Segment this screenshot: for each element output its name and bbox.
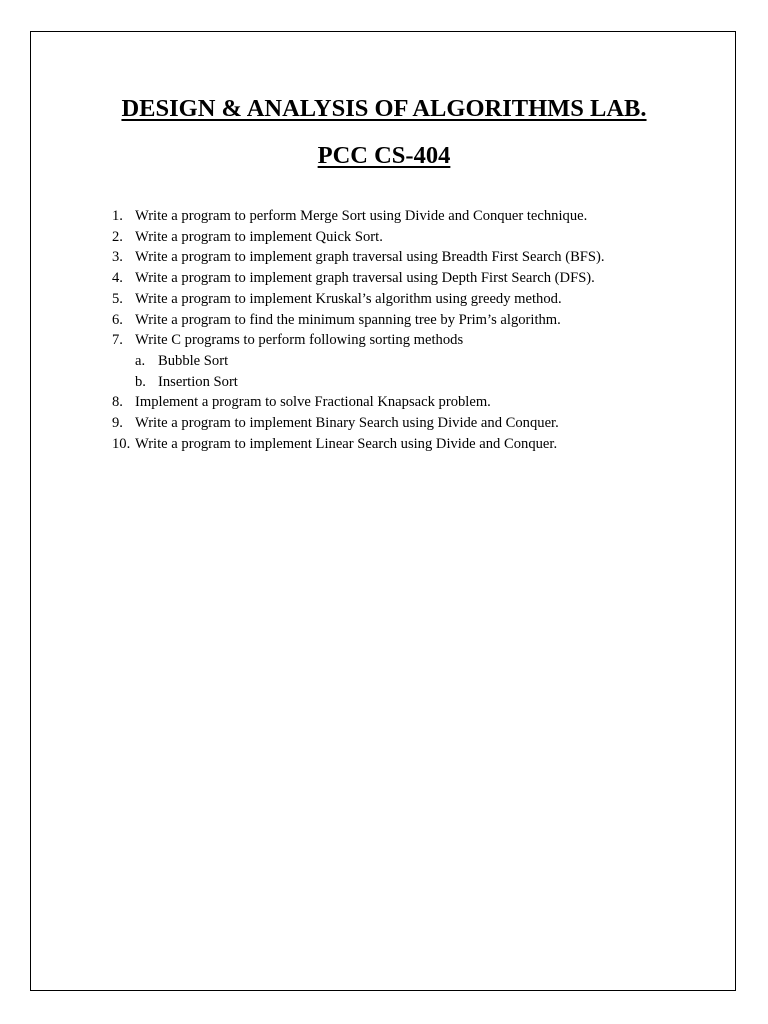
item-text: Write a program to implement graph traversal using Breadth First Search (BFS). [135,249,605,266]
item-number: 3. [112,249,123,266]
item-text: Write a program to implement Quick Sort. [135,228,383,245]
sub-list-item [112,372,712,393]
item-number: 5. [112,290,123,307]
item-number: 10. [112,435,131,452]
sub-item-text: Insertion Sort [158,373,238,390]
course-code: PCC CS-404 [317,142,451,169]
item-number: 2. [112,228,123,245]
list-item [112,434,712,455]
list-item [112,247,712,268]
item-number: 7. [112,332,123,349]
list-item [112,310,712,331]
list-item [112,392,712,413]
item-text: Write a program to implement Kruskal’s algorithm using greedy method. [135,290,562,307]
item-number: 1. [112,208,123,224]
item-text: Write C programs to perform following sorting methods [135,332,464,349]
sub-item-letter: b. [135,373,146,390]
sub-list-item [112,351,712,372]
item-text: Write a program to implement graph traversal using Depth First Search (DFS). [135,270,595,287]
item-text: Write a program to implement Linear Search using Divide and Conquer. [135,435,558,452]
item-text: Implement a program to solve Fractional Knapsack problem. [135,394,491,411]
item-text: Write a program to implement Binary Search using Divide and Conquer. [135,415,559,432]
item-text: Write a program to perform Merge Sort using Divide and Conquer technique. [135,208,588,224]
list-item [112,206,712,227]
list-item [112,413,712,434]
list-item [112,330,712,351]
sub-item-text: Bubble Sort [158,352,229,369]
item-text: Write a program to find the minimum spanning tree by Prim’s algorithm. [135,311,561,328]
item-number: 4. [112,270,123,287]
item-number: 6. [112,311,123,328]
document-title: DESIGN & ANALYSIS OF ALGORITHMS LAB. [121,95,647,122]
list-item [112,227,712,248]
item-number: 9. [112,415,123,432]
page-border [30,31,736,991]
assignment-list [112,206,712,454]
sub-item-letter: a. [135,352,146,369]
item-number: 8. [112,394,123,411]
list-item [112,268,712,289]
list-item [112,289,712,310]
